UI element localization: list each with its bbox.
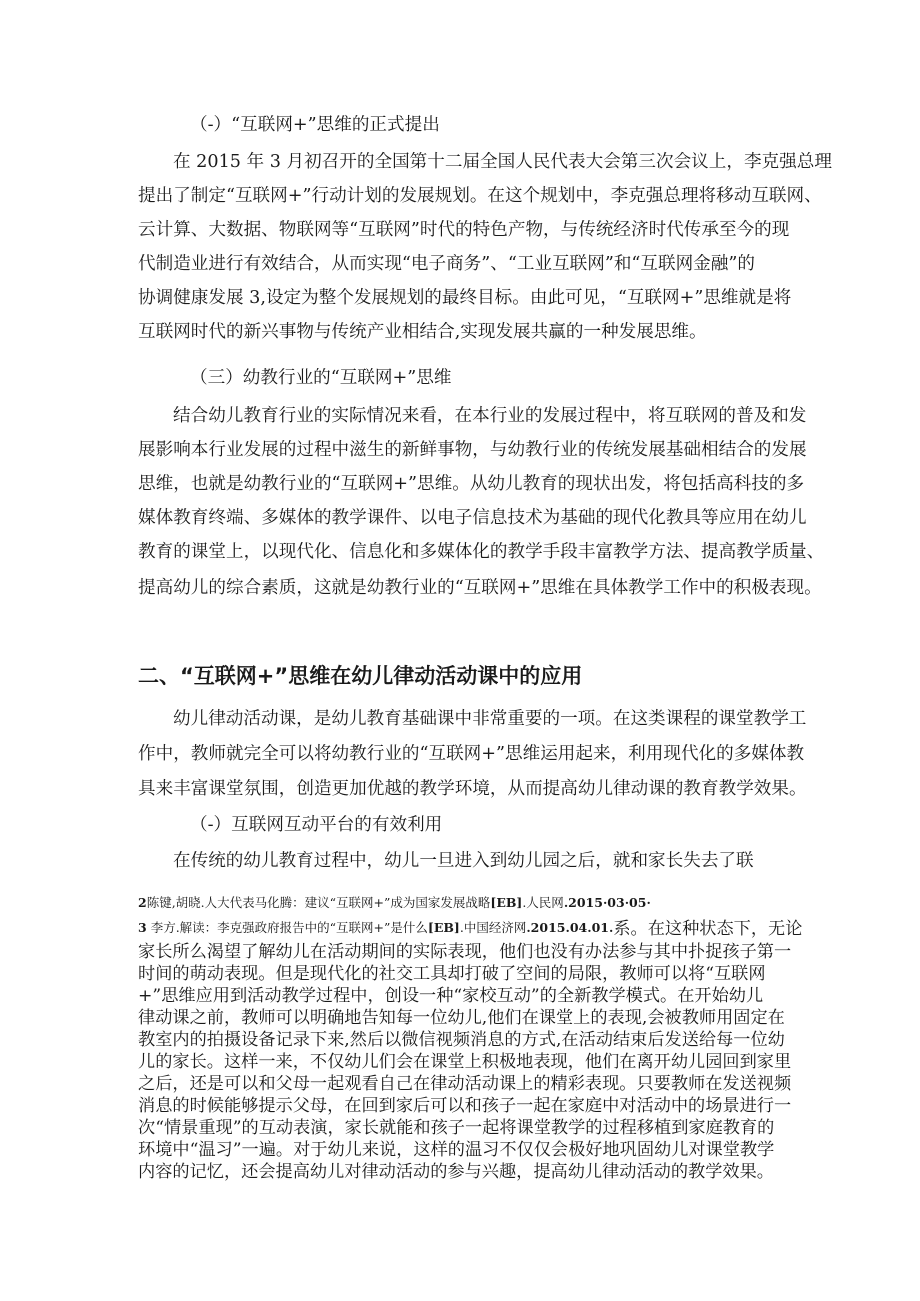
paragraph-line: 作中，教师就完全可以将幼教行业的“互联网+”思维运用起来，利用现代化的多媒体教 bbox=[138, 744, 805, 764]
continuation-line: +”思维应用到活动教学过程中，创设一种“家校互动”的全新教学模式。在开始幼儿 bbox=[138, 986, 764, 1006]
continuation-line: 时间的萌动表现。但是现代化的社交工具却打破了空间的局限，教师可以将“互联网 bbox=[138, 964, 766, 984]
paragraph-line: 提出了制定“互联网+”行动计划的发展规划。在这个规划中，李克强总理将移动互联网、 bbox=[138, 186, 822, 206]
paragraph-line: 代制造业进行有效结合，从而实现“电子商务”、“工业互联网”和“互联网金融”的 bbox=[138, 254, 755, 274]
paragraph-line: 幼儿律动活动课，是幼儿教育基础课中非常重要的一项。在这类课程的课堂教学工 bbox=[173, 709, 807, 729]
footnote-3 bbox=[138, 919, 802, 938]
footnote-type: [EB] bbox=[427, 920, 460, 935]
paragraph-line: 媒体教育终端、多媒体的教学课件、以电子信息技术为基础的现代化教具等应用在幼儿 bbox=[138, 508, 807, 528]
continuation-line: 内容的记忆，还会提高幼儿对律动活动的参与兴趣，提高幼儿律动活动的教学效果。 bbox=[138, 1162, 774, 1182]
footnote-date: .2015.04.01. bbox=[526, 920, 614, 935]
paragraph-line: 结合幼儿教育行业的实际情况来看，在本行业的发展过程中，将互联网的普及和发 bbox=[173, 406, 807, 426]
paragraph-line: 教育的课堂上，以现代化、信息化和多媒体化的教学手段丰富教学方法、提高教学质量、 bbox=[138, 542, 825, 562]
continuation-line: 儿的家长。这样一来，不仅幼儿们会在课堂上积极地表现，他们在离开幼儿园回到家里 bbox=[138, 1052, 792, 1072]
footnote-source: .人民网 bbox=[522, 895, 564, 910]
footnote-source: .中国经济网 bbox=[459, 920, 527, 935]
footnote-type: [EB] bbox=[490, 895, 523, 910]
continuation-line: 次“情景重现”的互动表演，家长就能和孩子一起将课堂教学的过程移植到家庭教育的 bbox=[138, 1118, 775, 1138]
footnote-number: 3 bbox=[138, 920, 147, 935]
continuation-line: 家长所么渴望了解幼儿在活动期间的实际表现，他们也没有办法参与其中扑捉孩子第一 bbox=[138, 942, 792, 962]
continuation-text: 系。在这种状态下，无论 bbox=[613, 919, 803, 939]
paragraph-line: 提高幼儿的综合素质，这就是幼教行业的“互联网+”思维在具体教学工作中的积极表现。 bbox=[138, 578, 822, 598]
continuation-line: 环境中“温习”一遍。对于幼儿来说，这样的温习不仅仅会极好地巩固幼儿对课堂教学 bbox=[138, 1140, 775, 1160]
continuation-line: 律动课之前，教师可以明确地告知每一位幼儿,他们在课堂上的表现,会被教师用固定在 bbox=[138, 1008, 785, 1028]
continuation-line: 教室内的拍摄设备记录下来,然后以微信视频消息的方式,在活动结束后发送给每一位幼 bbox=[138, 1030, 785, 1050]
paragraph-line: 云计算、大数据、物联网等“互联网”时代的特色产物，与传统经济时代传承至今的现 bbox=[138, 220, 790, 240]
continuation-line: 消息的时候能够提示父母，在回到家后可以和孩子一起在家庭中对活动中的场景进行一 bbox=[138, 1096, 792, 1116]
subsection-heading: （-）互联网互动平台的有效利用 bbox=[190, 815, 443, 835]
paragraph-line: 具来丰富课堂氛围，创造更加优越的教学环境，从而提高幼儿律动课的教育教学效果。 bbox=[138, 779, 807, 799]
footnote-date: .2015·03·05· bbox=[563, 895, 651, 910]
section-heading-3: （三）幼教行业的“互联网+”思维 bbox=[190, 368, 452, 388]
paragraph-line: 在 2015 年 3 月初召开的全国第十二届全国人民代表大会第三次会议上，李克强总理 bbox=[173, 152, 832, 172]
paragraph-line: 协调健康发展 3,设定为整个发展规划的最终目标。由此可见，“互联网+”思维就是将 bbox=[138, 288, 792, 308]
chapter-heading: 二、“互联网+”思维在幼儿律动活动课中的应用 bbox=[138, 664, 583, 688]
continuation-line: 之后，还是可以和父母一起观看自己在律动活动课上的精彩表现。只要教师在发送视频 bbox=[138, 1074, 792, 1094]
paragraph-line: 思维，也就是幼教行业的“互联网+”思维。从幼儿教育的现状出发，将包括高科技的多 bbox=[138, 474, 805, 494]
paragraph-line: 展影响本行业发展的过程中滋生的新鲜事物，与幼教行业的传统发展基础相结合的发展 bbox=[138, 440, 807, 460]
footnote-2 bbox=[138, 894, 651, 912]
paragraph-line: 在传统的幼儿教育过程中，幼儿一旦进入到幼儿园之后，就和家长失去了联 bbox=[173, 851, 754, 871]
footnote-text: 李方.解读：李克强政府报告中的“互联网+”是什么 bbox=[150, 920, 428, 935]
footnote-text: 陈键,胡晓.人大代表马化腾：建议“互联网+”成为国家发展战略 bbox=[146, 895, 491, 910]
footnote-number: 2 bbox=[138, 895, 147, 910]
paragraph-line: 互联网时代的新兴事物与传统产业相结合,实现发展共赢的一种发展思维。 bbox=[138, 322, 707, 342]
section-heading-1: （-）“互联网+”思维的正式提出 bbox=[190, 115, 440, 135]
